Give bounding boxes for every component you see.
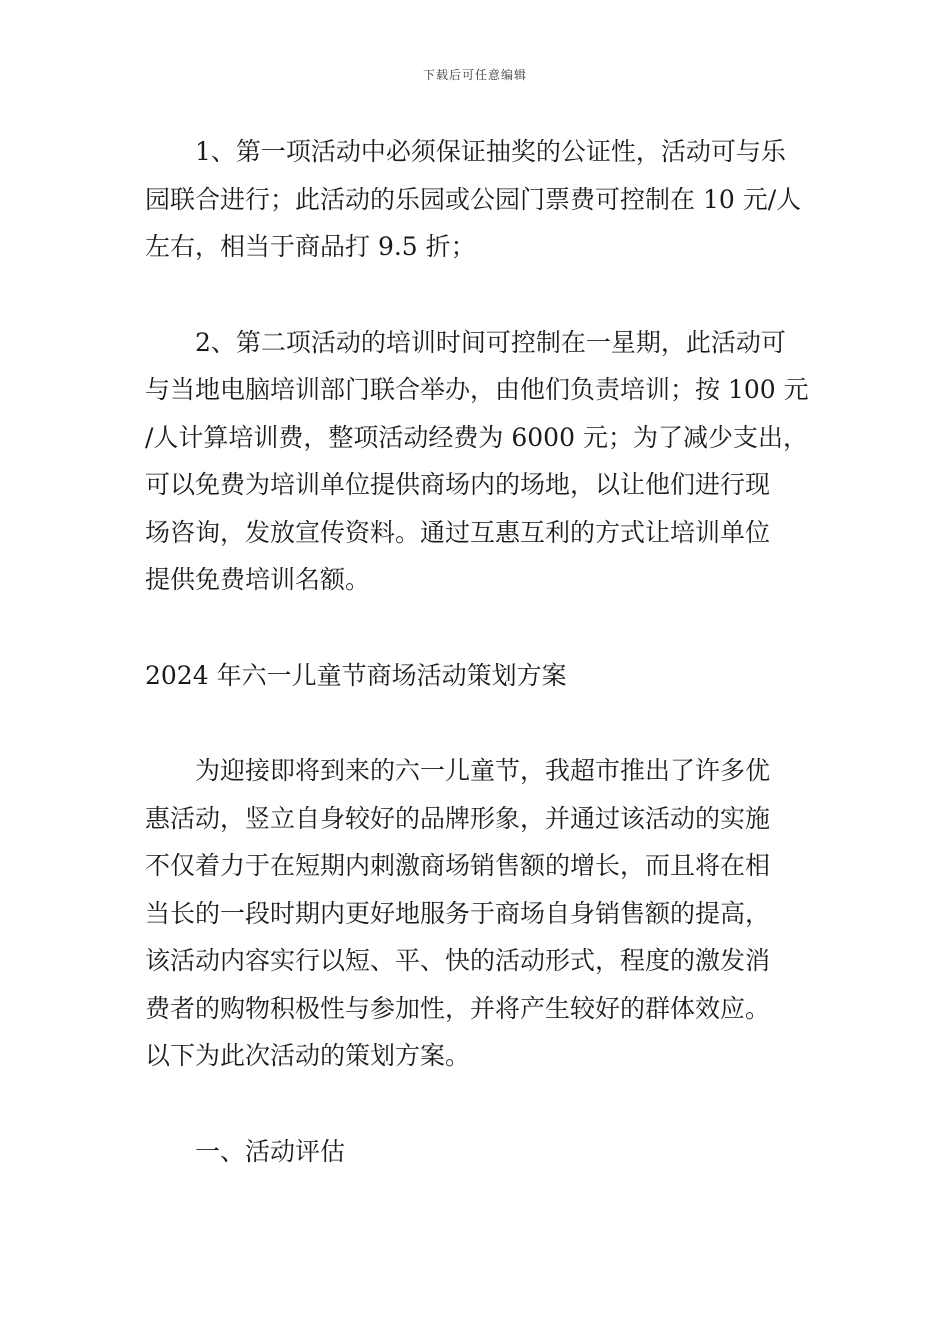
- paragraph-activity-2: [145, 319, 825, 604]
- paragraph-line: 以下为此次活动的策划方案。: [145, 1041, 471, 1070]
- paragraph-line: 为迎接即将到来的六一儿童节，我超市推出了许多优: [195, 756, 771, 785]
- paragraph-line: 当长的一段时期内更好地服务于商场自身销售额的提高，: [145, 898, 771, 928]
- paragraph-line: 与当地电脑培训部门联合举办，由他们负责培训；按 100 元: [145, 375, 809, 404]
- paragraph-line: 提供免费培训名额。: [145, 565, 371, 594]
- section-heading: [145, 1128, 825, 1176]
- paragraph-line: /人计算培训费，整项活动经费为 6000 元；为了减少支出，: [145, 422, 808, 452]
- document-body: [145, 128, 825, 1175]
- paragraph-line: 园联合进行；此活动的乐园或公园门票费可控制在 10 元/人: [145, 184, 802, 214]
- paragraph-introduction: [145, 747, 825, 1080]
- document-title: [145, 652, 825, 700]
- paragraph-line: 2、第二项活动的培训时间可控制在一星期，此活动可: [195, 327, 786, 357]
- paragraph-line: 可以免费为培训单位提供商场内的场地，以让他们进行现: [145, 470, 771, 499]
- section-heading-text: 一、活动评估: [195, 1136, 346, 1166]
- paragraph-line: 场咨询，发放宣传资料。通过互惠互利的方式让培训单位: [145, 517, 771, 547]
- paragraph-line: 惠活动，竖立自身较好的品牌形象，并通过该活动的实施: [145, 803, 771, 833]
- paragraph-line: 不仅着力于在短期内刺激商场销售额的增长，而且将在相: [145, 851, 771, 880]
- paragraph-line: 该活动内容实行以短、平、快的活动形式，程度的激发消: [145, 946, 771, 975]
- paragraph-line: 费者的购物积极性与参加性，并将产生较好的群体效应。: [145, 993, 771, 1023]
- paragraph-line: 1、第一项活动中必须保证抽奖的公证性，活动可与乐: [195, 137, 786, 166]
- title-line: 2024 年六一儿童节商场活动策划方案: [145, 660, 567, 690]
- header-note: 下载后可任意编辑: [422, 68, 527, 82]
- paragraph-activity-1: [145, 128, 825, 271]
- paragraph-line: 左右，相当于商品打 9.5 折；: [145, 232, 476, 261]
